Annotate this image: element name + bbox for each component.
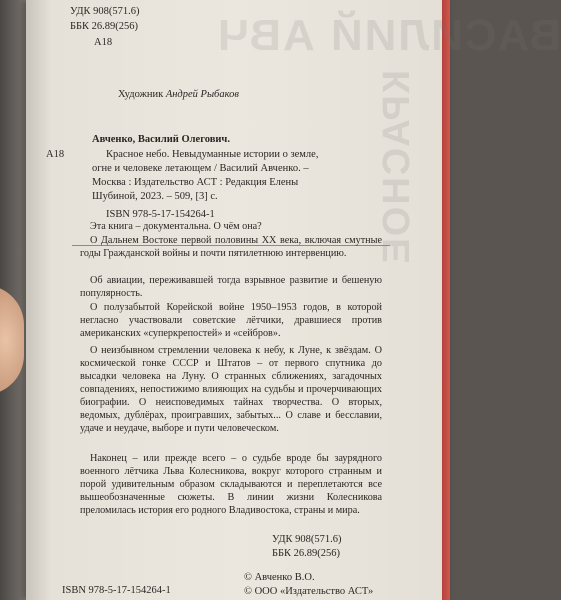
- illustrator-label: Художник: [118, 89, 164, 100]
- annotation-paragraph-4: О полузабытой Корейской войне 1950–1953 годов, в которой негласно участвовали советские лётчики, дравшиеся против американских «суперкрепостей» и «сейбров».: [80, 302, 382, 339]
- udk-bottom: УДК 908(571.6): [272, 534, 342, 545]
- catalog-line-1: Красное небо. Невыдуманные истории о земле,: [106, 149, 319, 160]
- copyright-publisher: © ООО «Издательство АСТ»: [244, 586, 374, 597]
- cover-edge: [442, 0, 450, 600]
- annotation-paragraph-1: Эта книга – документальна. О чём она?: [90, 221, 262, 232]
- bbk-bottom: ББК 26.89(256): [272, 548, 341, 559]
- catalog-code: А18: [46, 149, 65, 160]
- annotation-paragraph-3: Об авиации, переживавшей тогда взрывное развитие и бешеную популярность.: [80, 275, 382, 299]
- isbn-bottom: ISBN 978-5-17-154264-1: [62, 585, 171, 596]
- code-top: А18: [94, 37, 113, 48]
- bleed-through-title: ВАСИЛИЙ АВЧ: [216, 11, 561, 60]
- illustrator-name: Андрей Рыбаков: [165, 89, 239, 100]
- annotation-paragraph-5: О неизбывном стремлении человека к небу, к Луне, к звёздам. О космической гонке СССР и Штатов – от первого спутника до высадки человека на Луну. О странных сближениях, загадочных совпадениях, непостижимо влияющих на судьбы и прочерчивающих биографии. О неисповедимых тайнах творчества. О вторых, ведомых, дублёрах, проигравших, забытых... О славе и бесславии, удаче и неудаче, выборе и пути человеческом.: [80, 345, 382, 434]
- catalog-isbn: ISBN 978-5-17-154264-1: [106, 209, 215, 220]
- annotation-paragraph-2: О Дальнем Востоке первой половины XX века, включая смутные годы Гражданской войны и почти пятилетнюю интервенцию.: [80, 235, 382, 259]
- catalog-line-2: огне и человеке летающем / Василий Авченко. –: [92, 163, 309, 174]
- catalog-author: Авченко, Василий Олегович.: [92, 134, 230, 145]
- bleed-through-side: КРАСНОЕ: [376, 70, 418, 266]
- catalog-line-3: Москва : Издательство АСТ : Редакция Елены: [92, 177, 299, 188]
- annotation-paragraph-6: Наконец – или прежде всего – о судьбе вроде бы заурядного военного лётчика Льва Колесникова, вокруг которого странным и порой удивительным образом складываются и переплетаются все вышеобозначенные сюжеты. В линии жизни Колесникова преломилась история его родного Владивостока, страны и мира.: [80, 453, 382, 516]
- bbk-top: ББК 26.89(256): [70, 21, 139, 32]
- catalog-line-4: Шубиной, 2023. – 509, [3] с.: [92, 191, 218, 202]
- udk-top: УДК 908(571.6): [70, 6, 140, 17]
- copyright-author: © Авченко В.О.: [244, 572, 315, 583]
- illustrator-credit: [118, 88, 239, 101]
